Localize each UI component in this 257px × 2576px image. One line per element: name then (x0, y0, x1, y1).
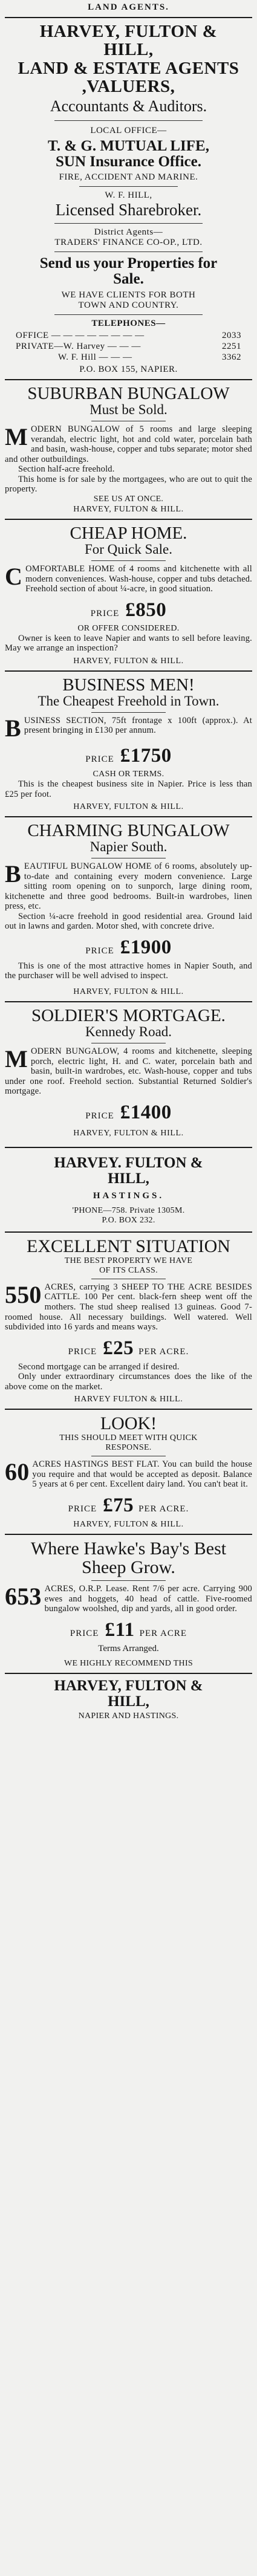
ad-title: CHARMING BUNGALOW (27, 821, 230, 841)
ad-terms: Terms Arranged. (98, 1643, 159, 1653)
ad-text: ODERN BUNGALOW, 4 rooms and kitchenette, sleeping porch, electric light, H. and C. water, porcelain bath and basin, built-in wardrobes, etc. Wash-house, copper and tubs under one roof. Freehold section. Substantial Returned Soldier's mortgage. (5, 1046, 252, 1097)
divider (5, 1001, 252, 1002)
ad-body (5, 861, 252, 912)
ad-subtitle: THE BEST PROPERTY WE HAVE (64, 1256, 193, 1265)
price-label: PRICE (85, 946, 114, 956)
insurance-types: FIRE, ACCIDENT AND MARINE. (59, 172, 198, 182)
broker-name: W. F. HILL, (105, 190, 152, 200)
clients-note: WE HAVE CLIENTS FOR BOTH (61, 290, 196, 300)
send-properties: Send us your Properties for (39, 255, 218, 271)
telephone-number: 2251 (222, 341, 241, 351)
firm-service-3: Accountants & Auditors. (50, 97, 207, 115)
divider (91, 712, 166, 713)
price-unit: PER ACRE. (138, 1504, 189, 1514)
divider (54, 223, 203, 224)
ad-soldiers-mortgage (5, 1007, 252, 1138)
drop-number: 550 (5, 1280, 42, 1308)
ad-terms: CASH OR TERMS. (93, 769, 164, 779)
ad-text: USINESS SECTION, 75ft frontage x 100ft (approx.). At present bringing in £130 per annum. (24, 715, 252, 736)
telephone-label: W. F. Hill — — — (58, 352, 132, 362)
ad-hawkes-bay-sheep (5, 1539, 252, 1669)
telephone-number: 2033 (222, 330, 241, 340)
ad-price (5, 1337, 252, 1360)
firm-service-2: ,VALUERS, (82, 77, 175, 97)
telephone-label: PRIVATE—W. Harvey — — — (16, 341, 141, 351)
ad-body (5, 564, 252, 594)
divider (91, 1580, 166, 1581)
ad-body (5, 714, 252, 742)
telephone-row (16, 330, 241, 341)
price-amount: £75 (103, 1494, 134, 1516)
ad-price (5, 599, 252, 621)
price-label: PRICE (85, 754, 114, 764)
po-box: P.O. BOX 155, NAPIER. (79, 364, 178, 374)
district-agents-name: TRADERS' FINANCE CO-OP., LTD. (54, 237, 203, 247)
divider (5, 1231, 252, 1233)
firm-name-2: HILL, (108, 1693, 149, 1710)
ad-text-2: This home is for sale by the mortgagees, who are out to quit the property. (5, 474, 252, 495)
drop-cap: B (5, 860, 21, 888)
price-label: PRICE (85, 1111, 114, 1121)
ad-text: OMFORTABLE HOME of 4 rooms and kitchenette with all modern conveniences. Wash-house, copper and tubs detached. Freehold section of about ¼-acre, in good situation. (25, 563, 252, 594)
ad-offer-note: OR OFFER CONSIDERED. (77, 623, 180, 633)
ad-subtitle: Napier South. (89, 839, 168, 855)
ad-title: CHEAP HOME. (70, 523, 187, 543)
ad-signature: HARVEY, FULTON & HILL. (73, 987, 184, 996)
divider (5, 1673, 252, 1674)
drop-cap: M (5, 1045, 28, 1073)
drop-number: 60 (5, 1458, 30, 1486)
insurer-name: T. & G. MUTUAL LIFE, (48, 137, 209, 154)
ad-text: ODERN BUNGALOW of 5 rooms and large sleeping verandah, electric light, hot and cold water, porcelain bath and basin, wash-house, copper and tubs separate; motor shed and other outbuildings. (5, 424, 252, 464)
ad-text-2: Second mortgage can be arranged if desired. (18, 1361, 180, 1372)
ad-charming-bungalow (5, 822, 252, 997)
ad-title: Where Hawke's Bay's Best (30, 1538, 227, 1559)
divider (5, 816, 252, 817)
divider (54, 314, 203, 315)
ad-signature: HARVEY, FULTON & HILL. (73, 656, 184, 666)
ad-signature: HARVEY, FULTON & HILL. (73, 802, 184, 812)
ad-look (5, 1414, 252, 1530)
ad-price (5, 936, 252, 959)
ad-subtitle: The Cheapest Freehold in Town. (37, 693, 220, 709)
ad-title: LOOK! (100, 1413, 157, 1434)
ad-excellent-situation (5, 1237, 252, 1404)
ad-body (5, 1459, 252, 1490)
telephone-row (16, 341, 241, 352)
divider (5, 670, 252, 672)
drop-cap: M (5, 423, 28, 451)
divider (5, 17, 252, 18)
price-label: PRICE (68, 1504, 97, 1514)
price-amount: £850 (125, 599, 167, 621)
district-agents-label: District Agents— (94, 227, 163, 237)
divider (5, 1534, 252, 1535)
price-label: PRICE (68, 1346, 97, 1357)
drop-number: 653 (5, 1583, 42, 1611)
office-phone: 'PHONE—758. Private 1305M. (72, 1205, 185, 1215)
ad-signature: HARVEY, FULTON & HILL. (73, 504, 184, 514)
ad-call-to-action: SEE US AT ONCE. (93, 494, 164, 504)
divider (5, 1409, 252, 1410)
ad-site: Section half-acre freehold. (18, 464, 115, 475)
divider (79, 186, 178, 187)
ad-text: ACRES HASTINGS BEST FLAT. You can build the house you require and that would be accepted as deposit. Balance 5 years at 6 per cent. Excellent dairy land. You can't beat it. (32, 1459, 252, 1490)
hastings-office-block (5, 1155, 252, 1225)
telephone-number: 3362 (222, 352, 241, 362)
ad-body (5, 1046, 252, 1097)
ad-title: SOLDIER'S MORTGAGE. (31, 1005, 226, 1025)
price-amount: £1400 (120, 1101, 172, 1123)
ad-title: SUBURBAN BUNGALOW (27, 383, 230, 403)
firm-name-2: HILL, (103, 40, 154, 60)
ad-subtitle-2: OF ITS CLASS. (99, 1265, 158, 1275)
insurer-name-2: SUN Insurance Office. (56, 154, 201, 170)
ad-text: ACRES, carrying 3 SHEEP TO THE ACRE BESIDES CATTLE. 100 Per cent. black-fern sheep went off the mothers. The stud sheep realised 13 guineas. Good 7-roomed house. All necessary buildings. Well watered. Well subdivided into 16 yards and means ways. (5, 1282, 252, 1332)
price-label: PRICE (70, 1628, 99, 1638)
section-label: LAND AGENTS. (88, 2, 169, 12)
ad-price (5, 1619, 252, 1641)
price-amount: £1900 (120, 936, 172, 958)
firm-name: HARVEY. FULTON & (54, 1154, 203, 1171)
ad-text-2: Section ¼-acre freehold in good residential area. Ground laid out in lawns and garden. Motor shed, with concrete drive. (5, 911, 252, 932)
ad-title-2: Sheep Grow. (82, 1557, 175, 1578)
ad-text-3: This is one of the most attractive homes in Napier South, and the purchaser will be well advised to inspect. (5, 961, 252, 981)
ad-price (5, 745, 252, 767)
divider (91, 560, 166, 561)
ad-price (5, 1101, 252, 1124)
ad-signature: HARVEY, FULTON & HILL. (73, 1519, 184, 1529)
ad-business-men (5, 676, 252, 812)
telephone-row (16, 352, 241, 363)
ad-title: EXCELLENT SITUATION (27, 1236, 230, 1256)
ad-price (5, 1494, 252, 1517)
firm-service-1: LAND & ESTATE AGENTS (18, 58, 239, 78)
office-po-box: P.O. BOX 232. (102, 1215, 155, 1225)
ad-signature: HARVEY, FULTON & HILL. (73, 1128, 184, 1138)
price-amount: £25 (103, 1337, 134, 1359)
divider (5, 379, 252, 380)
bottom-signature (5, 1678, 252, 1721)
office-town: HASTINGS. (93, 1190, 164, 1201)
divider (54, 251, 203, 252)
price-unit: PER ACRE. (138, 1346, 189, 1357)
drop-cap: B (5, 714, 21, 742)
firm-towns: NAPIER AND HASTINGS. (78, 1711, 179, 1721)
price-amount: £1750 (120, 744, 172, 767)
ad-text-2: This is the cheapest business site in Napier. Price is less than £25 per foot. (5, 779, 252, 799)
ad-signature: HARVEY FULTON & HILL. (74, 1395, 183, 1404)
ad-text-2: Owner is keen to leave Napier and wants to sell before leaving. May we arrange an inspection? (5, 633, 252, 654)
divider (5, 1147, 252, 1148)
ad-subtitle: THIS SHOULD MEET WITH QUICK (59, 1433, 198, 1442)
firm-name: HARVEY, FULTON & (39, 22, 218, 41)
firm-name-2: HILL, (108, 1170, 149, 1187)
telephones-label: TELEPHONES— (91, 318, 166, 328)
divider (5, 519, 252, 520)
price-unit: PER ACRE (139, 1628, 187, 1638)
drop-cap: C (5, 562, 23, 590)
ad-subtitle: Kennedy Road. (85, 1024, 172, 1040)
clients-note-2: TOWN AND COUNTRY. (78, 300, 179, 310)
ad-subtitle-2: RESPONSE. (105, 1442, 152, 1452)
telephone-label: OFFICE — — — — — — — — (16, 330, 145, 340)
ad-text-3: Only under extraordinary circumstances does the like of the above come on the market. (5, 1372, 252, 1392)
ad-subtitle: Must be Sold. (89, 402, 168, 418)
ad-body (5, 424, 252, 464)
ad-cheap-home (5, 524, 252, 666)
price-label: PRICE (90, 608, 120, 618)
divider (54, 120, 203, 121)
ad-suburban-bungalow (5, 384, 252, 514)
broker-title: Licensed Sharebroker. (55, 200, 202, 219)
send-properties-2: Sale. (113, 271, 144, 288)
firm-name: HARVEY, FULTON & (54, 1677, 203, 1694)
local-office-label: LOCAL OFFICE— (90, 125, 167, 135)
ad-text: ACRES, O.R.P. Lease. Rent 7/6 per acre. Carrying 900 ewes and hoggets, 40 head of cattle. Five-roomed bungalow woolshed, dip and yards, all in good order. (44, 1584, 252, 1614)
ad-title: BUSINESS MEN! (62, 675, 195, 695)
ad-body (5, 1584, 252, 1614)
telephone-list (5, 329, 252, 363)
ad-subtitle: For Quick Sale. (84, 542, 172, 557)
ad-body (5, 1282, 252, 1332)
firm-header (5, 22, 252, 375)
ad-recommendation: WE HIGHLY RECOMMEND THIS (63, 1658, 194, 1668)
price-amount: £11 (105, 1618, 135, 1641)
ad-text: EAUTIFUL BUNGALOW HOME of 6 rooms, absolutely up-to-date and containing every modern convenience. Large sitting room opening on to sunporch, large dining room, kitchenette and three good bedrooms. Built-in wardrobes, linen press, etc. (5, 861, 252, 912)
